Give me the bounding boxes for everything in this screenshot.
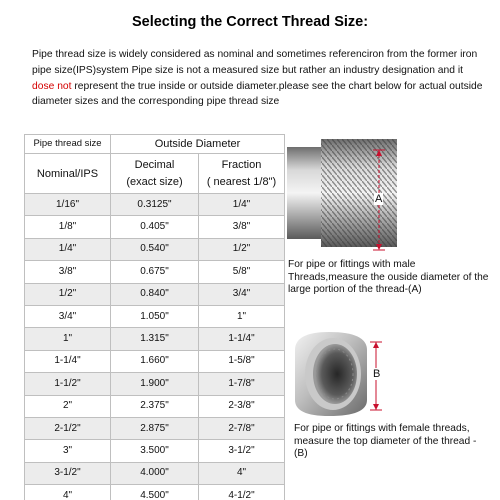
- page-title: Selecting the Correct Thread Size:: [131, 14, 369, 30]
- cell-nominal: 2": [25, 395, 111, 417]
- label-a: A: [375, 193, 383, 205]
- table-row: [25, 485, 285, 500]
- thread-size-table: [24, 134, 285, 500]
- male-thread-caption: For pipe or fittings with male Threads,measure the ouside diameter of the large portion of the thread-(A): [288, 259, 489, 296]
- cell-nominal: 1/2": [25, 283, 111, 305]
- table-row: [25, 283, 285, 305]
- cell-nominal: 3/8": [25, 261, 111, 283]
- cell-nominal: 1/4": [25, 238, 111, 260]
- cell-decimal: 0.840": [111, 283, 199, 305]
- female-thread-caption: For pipe or fittings with female threads, measure the top diameter of the thread -(B): [294, 423, 477, 460]
- table-row: [25, 238, 285, 260]
- table-row: [25, 417, 285, 439]
- cell-fraction: 2-7/8": [199, 417, 285, 439]
- intro-text-2: represent the true inside or outside diameter.please see the chart below for actual outside diameter sizes and the corresponding pipe thread size: [32, 80, 483, 108]
- table-row: [25, 395, 285, 417]
- intro-text-1: Pipe thread size is widely considered as nominal and sometimes referenciron from the former iron pipe size(IPS)system Pipe size is not a measured size but rather an industry designation and it: [32, 49, 478, 76]
- table-row: [25, 305, 285, 327]
- table-row: [25, 440, 285, 462]
- header-decimal-line-1: Decimal: [134, 159, 175, 171]
- header-fraction-line-1: Fraction: [221, 159, 262, 171]
- cell-decimal: 3.500": [111, 440, 199, 462]
- table-body: [25, 194, 285, 500]
- header-fraction-line-2: ( nearest 1/8"): [206, 176, 277, 188]
- label-b: B: [373, 368, 381, 380]
- cell-fraction: 1-5/8": [199, 350, 285, 372]
- cell-decimal: 0.3125": [111, 194, 199, 216]
- cell-decimal: 0.675": [111, 261, 199, 283]
- cell-nominal: 4": [25, 485, 111, 500]
- table-row: [25, 350, 285, 372]
- cell-decimal: 0.540": [111, 238, 199, 260]
- cell-nominal: 1-1/4": [25, 350, 111, 372]
- cell-fraction: 4-1/2": [199, 485, 285, 500]
- header-pipe-thread-size: Pipe thread size: [25, 135, 111, 154]
- cell-nominal: 2-1/2": [25, 417, 111, 439]
- cell-decimal: 1.900": [111, 373, 199, 395]
- table-row: [25, 261, 285, 283]
- cell-fraction: 1/2": [199, 238, 285, 260]
- cell-decimal: 4.000": [111, 462, 199, 484]
- cell-fraction: 1/4": [199, 194, 285, 216]
- cell-decimal: 2.375": [111, 395, 199, 417]
- cell-fraction: 2-3/8": [199, 395, 285, 417]
- header-fraction: [199, 154, 285, 194]
- cell-nominal: 3-1/2": [25, 462, 111, 484]
- table-row: [25, 328, 285, 350]
- header-nominal-ips: Nominal/IPS: [25, 154, 111, 194]
- header-outside-diameter: Outside Diameter: [111, 135, 285, 154]
- cell-nominal: 3/4": [25, 305, 111, 327]
- table-row: [25, 216, 285, 238]
- cell-nominal: 1/16": [25, 194, 111, 216]
- cell-fraction: 3/8": [199, 216, 285, 238]
- cell-decimal: 1.050": [111, 305, 199, 327]
- cell-fraction: 1-7/8": [199, 373, 285, 395]
- intro-warning-text: dose not: [32, 80, 72, 92]
- header-decimal: [111, 154, 199, 194]
- cell-nominal: 1-1/2": [25, 373, 111, 395]
- cell-decimal: 1.315": [111, 328, 199, 350]
- cell-fraction: 1": [199, 305, 285, 327]
- cell-decimal: 2.875": [111, 417, 199, 439]
- table-row: [25, 373, 285, 395]
- cell-decimal: 1.660": [111, 350, 199, 372]
- cell-fraction: 4": [199, 462, 285, 484]
- cell-nominal: 1": [25, 328, 111, 350]
- cell-nominal: 1/8": [25, 216, 111, 238]
- header-decimal-line-2: (exact size): [126, 176, 183, 188]
- cell-fraction: 3/4": [199, 283, 285, 305]
- intro-paragraph: [32, 47, 484, 110]
- cell-fraction: 5/8": [199, 261, 285, 283]
- cell-decimal: 0.405": [111, 216, 199, 238]
- cell-nominal: 3": [25, 440, 111, 462]
- cell-decimal: 4.500": [111, 485, 199, 500]
- cell-fraction: 1-1/4": [199, 328, 285, 350]
- table-row: [25, 462, 285, 484]
- cell-fraction: 3-1/2": [199, 440, 285, 462]
- female-thread-photo: [289, 328, 369, 420]
- table-row: [25, 194, 285, 216]
- fitting-bore-shape: [313, 344, 357, 404]
